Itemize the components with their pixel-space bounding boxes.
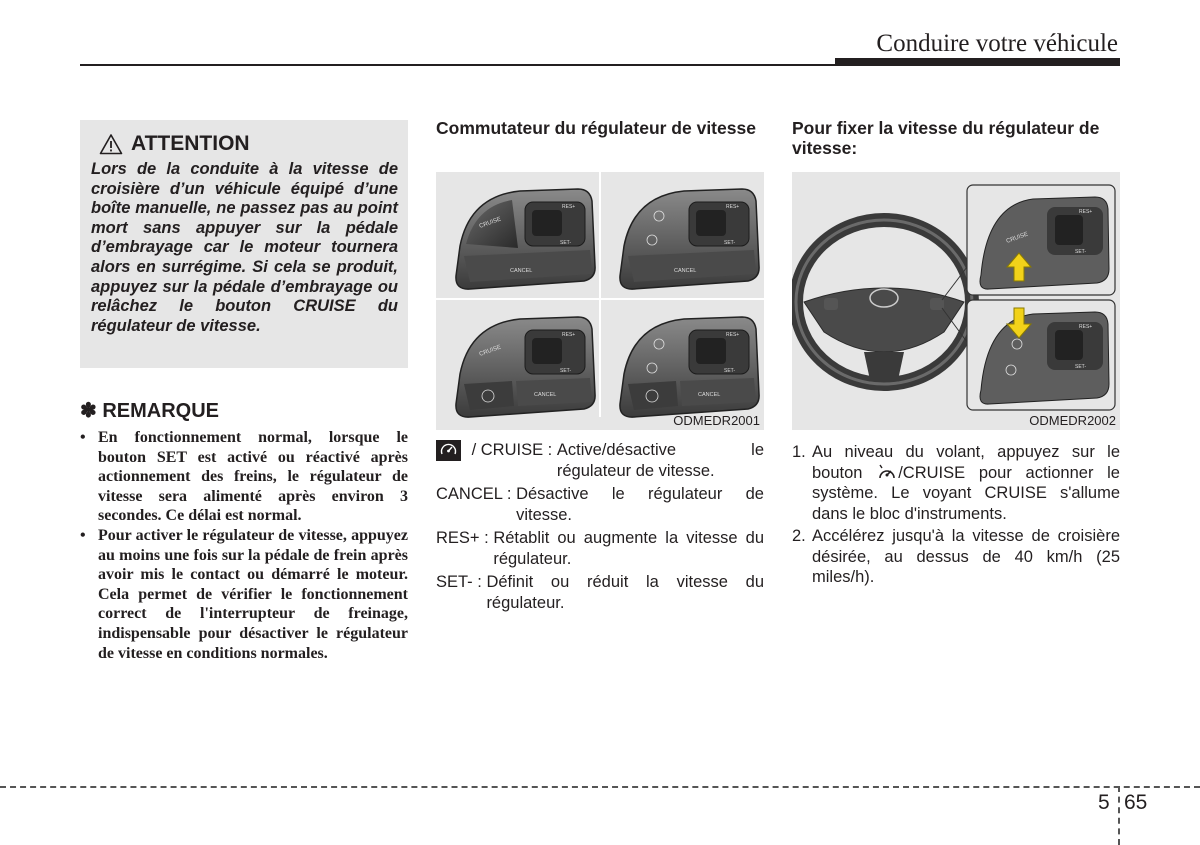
remark-list bbox=[80, 428, 408, 663]
list-item bbox=[80, 428, 408, 526]
switch-panel-2 bbox=[620, 189, 759, 289]
attention-title: ATTENTION bbox=[131, 132, 250, 155]
set-button-label: SET- bbox=[560, 368, 572, 374]
switch-figure bbox=[436, 172, 764, 430]
definition-term: RES+ : bbox=[436, 529, 494, 547]
set-button-label: SET- bbox=[560, 240, 572, 246]
definition-row bbox=[436, 528, 764, 569]
remark-text: Pour activer le régulateur de vitesse, appuyez au moins une fois sur la pédale de frein après avoir mis le contact ou démarré le moteur. Cela permet de vérifier le fonctionnement correct de l'interrupteur de freinage, indispensable pour désactiver le régulateur de vitesse en conditions normales. bbox=[98, 526, 408, 662]
set-speed-title: Pour fixer la vitesse du régulateur de vitesse: bbox=[792, 118, 1100, 158]
cruise-switch-illustration bbox=[436, 172, 764, 430]
cruise-button-label: CRUISE bbox=[478, 216, 502, 230]
step-number: 1. bbox=[792, 443, 806, 461]
cancel-button-label: CANCEL bbox=[674, 268, 697, 274]
cruise-button-label: CRUISE bbox=[478, 344, 502, 358]
steering-wheel bbox=[796, 220, 972, 384]
cruise-icon bbox=[436, 440, 461, 461]
definition-term: SET- : bbox=[436, 573, 487, 591]
chapter-number: 5 bbox=[1098, 791, 1110, 814]
figure-code: ODMEDR2001 bbox=[673, 413, 760, 428]
footer-divider bbox=[1118, 786, 1120, 845]
cancel-button-label: CANCEL bbox=[510, 268, 533, 274]
set-button-label: SET- bbox=[1075, 249, 1087, 255]
step-text-before: Au niveau du volant, appuyez sur le bouton bbox=[812, 443, 1120, 482]
definition-row bbox=[436, 440, 764, 481]
steering-wheel-illustration bbox=[792, 172, 1120, 430]
definition-row bbox=[436, 572, 764, 613]
set-button-label: SET- bbox=[724, 368, 736, 374]
res-button-label: RES+ bbox=[726, 332, 740, 338]
cruise-icon bbox=[876, 463, 898, 483]
bullet: • bbox=[80, 429, 86, 446]
footer-rule bbox=[0, 786, 1200, 788]
switch-section-title: Commutateur du régulateur de vitesse bbox=[436, 118, 756, 138]
list-item bbox=[792, 526, 1120, 588]
steps-list bbox=[792, 442, 1120, 590]
definition-desc: Rétablit ou augmente la vitesse du régulateur. bbox=[493, 529, 764, 568]
definition-desc: Active/désactive le régulateur de vitesse. bbox=[556, 441, 764, 480]
res-button-label: RES+ bbox=[1079, 324, 1093, 330]
definition-row bbox=[436, 484, 764, 525]
steering-wheel-figure bbox=[792, 172, 1120, 430]
step-number: 2. bbox=[792, 527, 806, 546]
step-text-before: Accélérez jusqu'à la vitesse de croisière désirée, au dessus de 40 km/h (25 miles/h). bbox=[812, 527, 1120, 587]
res-button-label: RES+ bbox=[562, 332, 576, 338]
set-button-label: SET- bbox=[724, 240, 736, 246]
definition-term: CANCEL : bbox=[436, 485, 517, 503]
attention-box bbox=[80, 120, 408, 368]
inset-bottom bbox=[967, 300, 1115, 410]
figure-code: ODMEDR2002 bbox=[1029, 413, 1116, 428]
definition-list bbox=[436, 440, 764, 616]
header-rule-accent bbox=[835, 58, 1120, 66]
step-text-after: /CRUISE pour actionner le système. Le voyant CRUISE s'allume dans le bloc d'instruments. bbox=[812, 463, 1120, 523]
inset-top bbox=[967, 185, 1115, 295]
page-number: 65 bbox=[1124, 791, 1148, 814]
switch-panel-4 bbox=[620, 317, 759, 417]
attention-header bbox=[99, 132, 398, 156]
definition-desc: Définit ou réduit la vitesse du régulateur. bbox=[486, 573, 764, 612]
list-item bbox=[792, 442, 1120, 524]
page-header-title: Conduire votre véhicule bbox=[876, 30, 1118, 57]
switch-panel-3 bbox=[456, 317, 595, 417]
cancel-button-label: CANCEL bbox=[534, 392, 557, 398]
switch-panel-1 bbox=[456, 189, 595, 289]
bullet: • bbox=[80, 526, 86, 544]
warning-triangle-icon bbox=[99, 133, 123, 155]
cancel-button-label: CANCEL bbox=[698, 392, 721, 398]
cruise-button-label: CRUISE bbox=[1005, 231, 1029, 245]
definition-desc: Désactive le régulateur de vitesse. bbox=[516, 485, 764, 524]
remark-text: En fonctionnement normal, lorsque le bouton SET est activé ou réactivé après actionnement des freins, le régulateur de vitesse sera alimenté après environ 3 secondes. Ce délai est normal. bbox=[98, 429, 408, 525]
definition-term: / CRUISE : bbox=[467, 441, 557, 459]
res-button-label: RES+ bbox=[562, 204, 576, 210]
res-button-label: RES+ bbox=[1079, 209, 1093, 215]
res-button-label: RES+ bbox=[726, 204, 740, 210]
remark-title: ✽ REMARQUE bbox=[80, 400, 219, 422]
set-button-label: SET- bbox=[1075, 364, 1087, 370]
list-item bbox=[80, 526, 408, 663]
attention-text: Lors de la conduite à la vitesse de croisière d’un véhicule équipé d’une boîte manuelle, ne passez pas au point mort sans appuyer sur la pédale d’embrayage car le moteur tournera alors en surrégime. Si cela se produit, appuyez sur la pédale d’embrayage ou relâchez le bouton CRUISE du régulateur de vitesse. bbox=[91, 160, 398, 335]
